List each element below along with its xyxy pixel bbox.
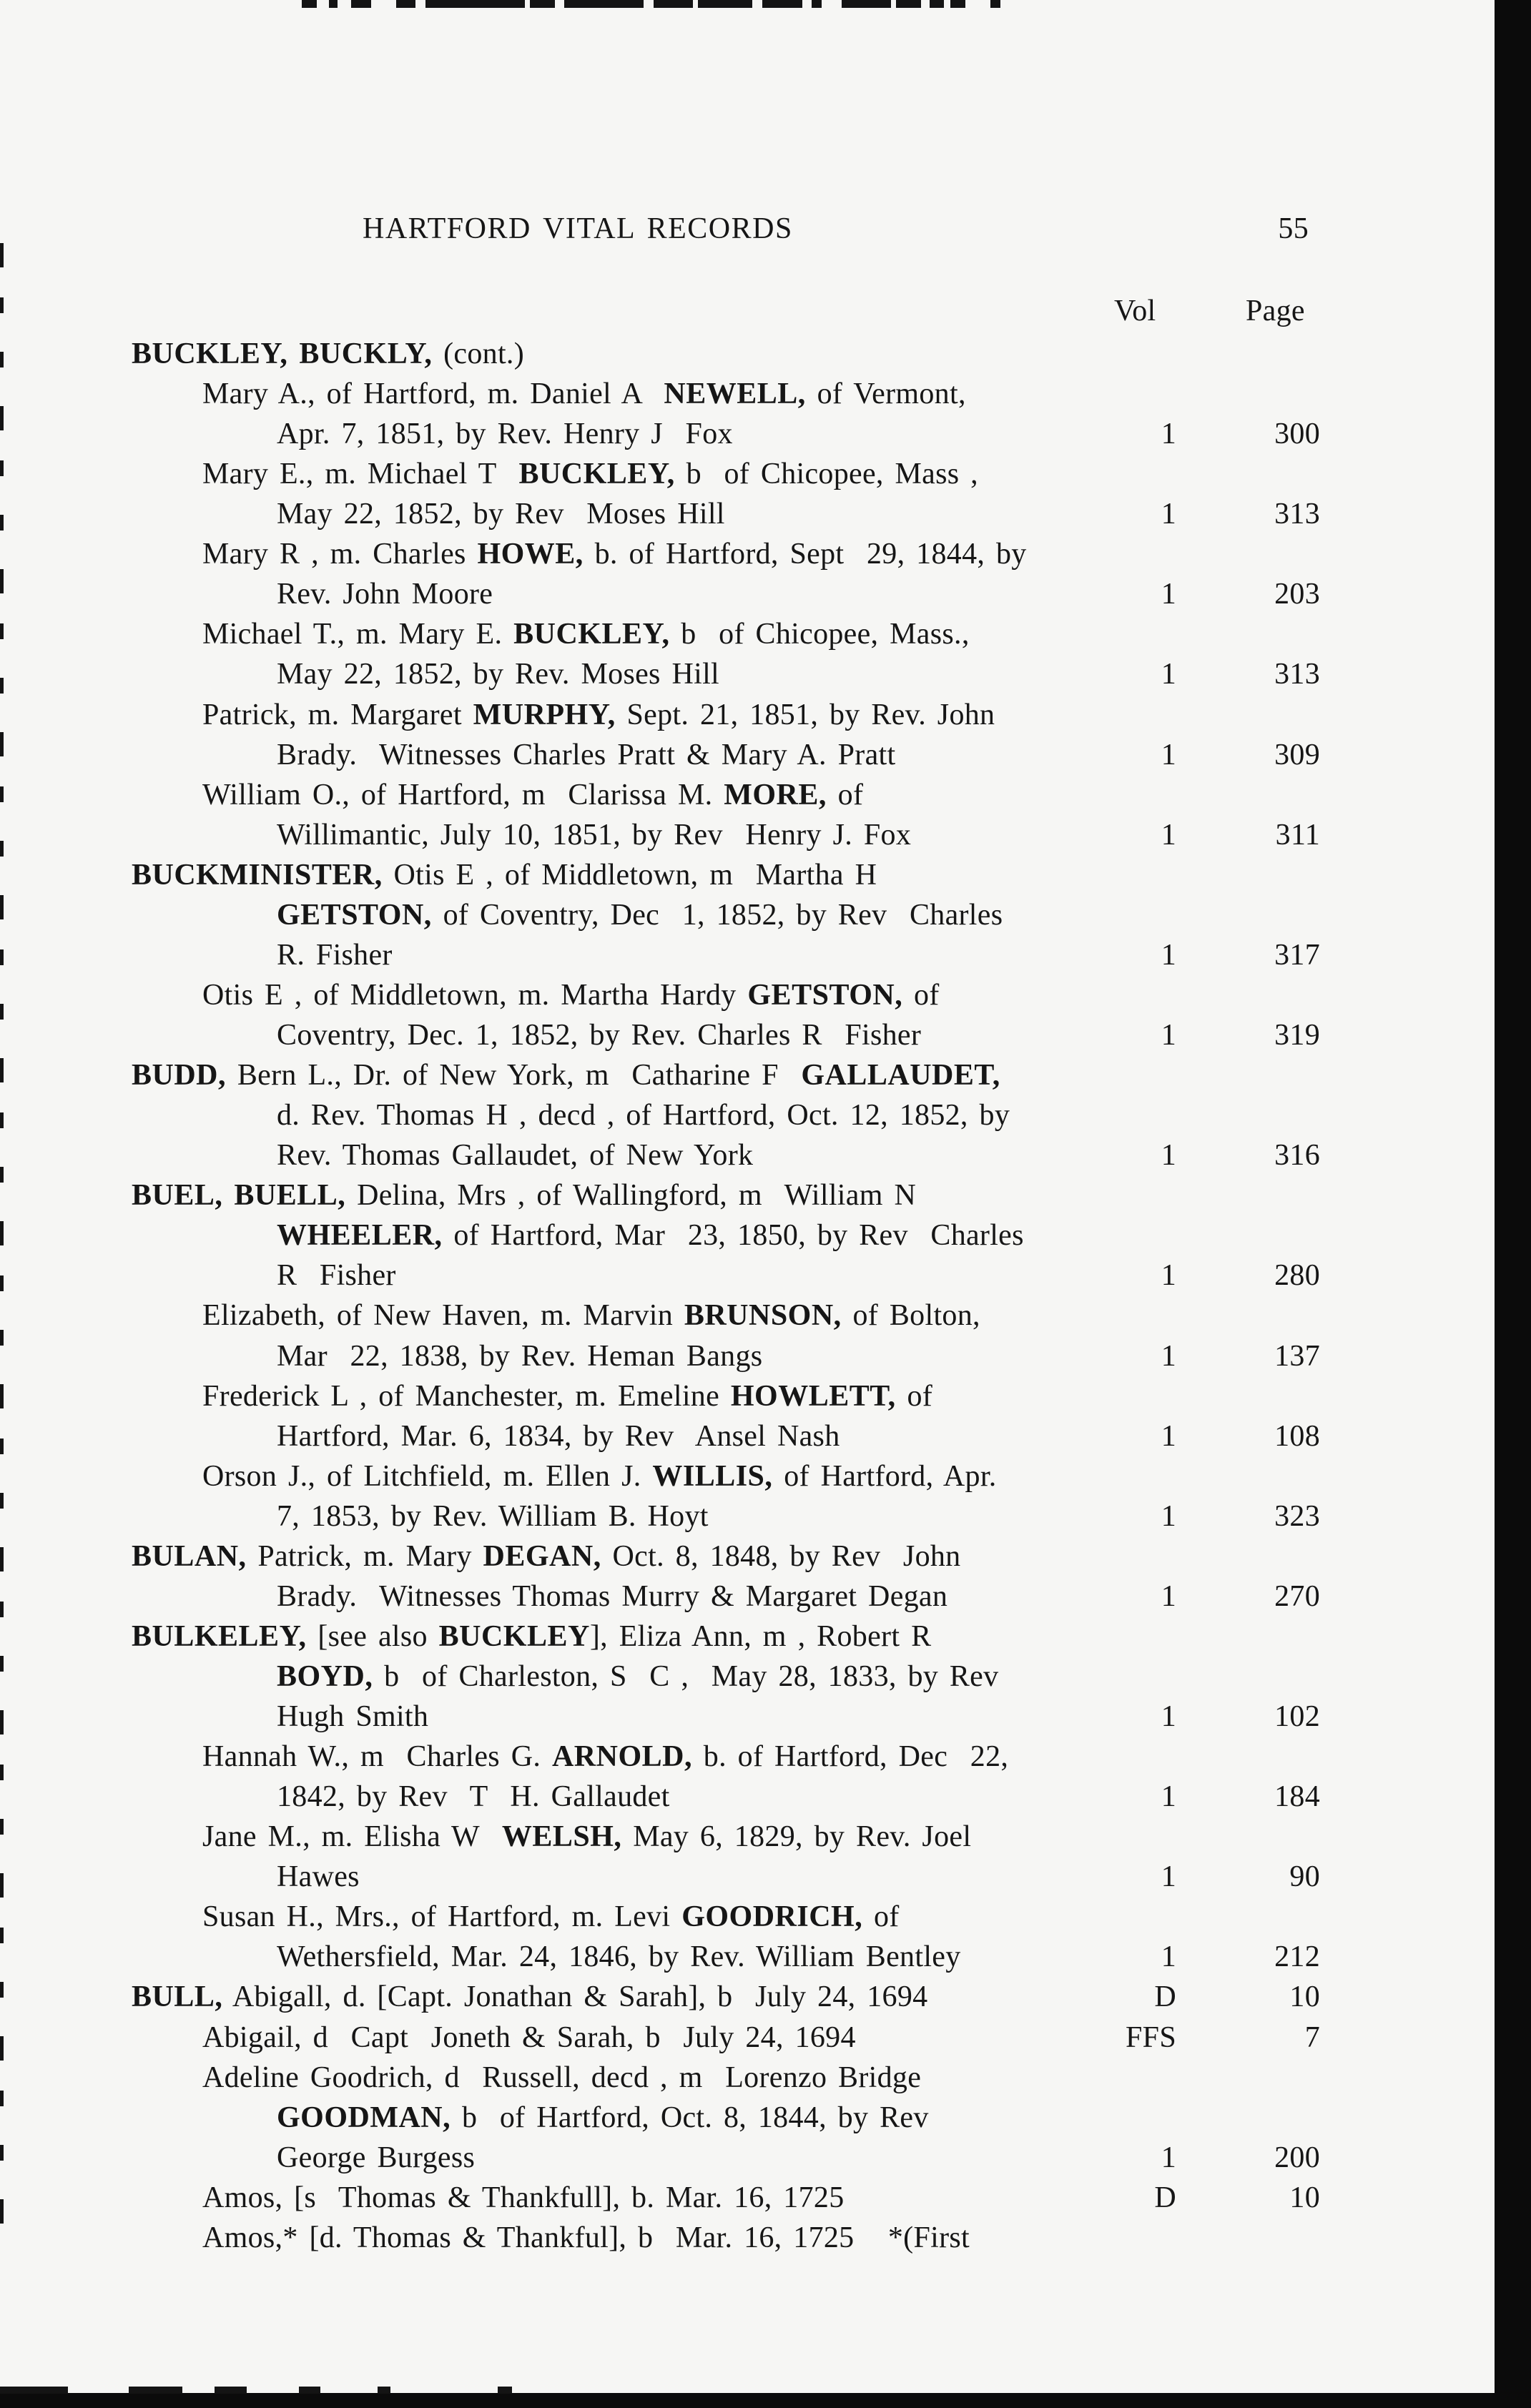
page-value: 309 xyxy=(1274,739,1320,771)
record-line xyxy=(202,1378,932,1415)
surname-text: BULKELEY, xyxy=(132,1620,307,1653)
record-line xyxy=(277,1498,709,1535)
record-text: Abigail, d Capt Joneth & Sarah, b July 24, 1694 xyxy=(202,2021,856,2054)
record-text: May 22, 1852, by Rev Moses Hill xyxy=(277,498,725,531)
record-text: Mary E., m. Michael T xyxy=(202,458,519,490)
record-line xyxy=(277,1418,840,1455)
page-value: 108 xyxy=(1274,1420,1320,1453)
surname-text: BUCKLEY, xyxy=(518,458,675,490)
record-line xyxy=(277,897,1003,934)
page-value: 319 xyxy=(1274,1019,1320,1052)
vol-value: 1 xyxy=(1161,1420,1176,1453)
record-text: of Bolton, xyxy=(841,1299,980,1332)
scan-speck xyxy=(498,2387,512,2394)
surname-text: WHEELER, xyxy=(277,1219,443,1252)
surname-text: GETSTON, xyxy=(747,979,903,1012)
record-text: Coventry, Dec. 1, 1852, by Rev. Charles R Fisher xyxy=(277,1019,922,1052)
record-text: of Coventry, Dec 1, 1852, by Rev Charles xyxy=(431,899,1003,932)
record-text: of xyxy=(902,979,940,1012)
record-text: Delina, Mrs , of Wallingford, m William N xyxy=(345,1179,917,1212)
record-line xyxy=(202,375,966,413)
record-text: d. Rev. Thomas H , decd , of Hartford, Oct. 12, 1852, by xyxy=(277,1099,1010,1132)
scan-speck xyxy=(329,0,338,8)
record-text: Sept. 21, 1851, by Rev. John xyxy=(615,699,995,731)
record-text: R. Fisher xyxy=(277,939,393,972)
record-text: R Fisher xyxy=(277,1259,396,1292)
surname-text: BUDD, xyxy=(132,1059,227,1092)
record-line xyxy=(202,536,1027,573)
scan-speck xyxy=(0,841,4,857)
scan-speck xyxy=(302,0,317,8)
record-line xyxy=(277,816,911,854)
record-text: Willimantic, July 10, 1851, by Rev Henry J. Fox xyxy=(277,819,912,852)
scan-speck xyxy=(0,1710,4,1735)
record-line xyxy=(202,2019,856,2056)
record-text: Rev. Thomas Gallaudet, of New York xyxy=(277,1139,754,1172)
scan-speck xyxy=(0,1004,4,1020)
surname-text: MORE, xyxy=(724,779,827,811)
scan-edge-bottom xyxy=(0,2393,1531,2408)
record-line xyxy=(277,1858,360,1895)
page-value: 137 xyxy=(1274,1340,1320,1373)
record-line xyxy=(277,495,725,533)
vol-value: 1 xyxy=(1161,819,1176,852)
scan-speck xyxy=(0,1058,4,1082)
scan-speck xyxy=(0,243,4,267)
scan-speck xyxy=(930,0,944,8)
scan-speck xyxy=(762,0,802,8)
page-value: 313 xyxy=(1274,498,1320,531)
record-line xyxy=(202,2179,845,2216)
scan-speck xyxy=(0,2199,4,2224)
record-text: (cont.) xyxy=(432,337,525,370)
record-line xyxy=(132,1978,927,2015)
scan-speck xyxy=(0,569,4,593)
record-line xyxy=(202,776,863,814)
record-line xyxy=(277,937,393,974)
scan-speck xyxy=(0,2091,4,2106)
scan-speck xyxy=(0,1384,4,1408)
scan-speck xyxy=(0,2036,4,2061)
record-text: b of Chicopee, Mass , xyxy=(674,458,978,490)
record-line xyxy=(202,696,995,734)
record-line xyxy=(277,1257,396,1294)
vol-value: 1 xyxy=(1161,1019,1176,1052)
record-text: Bern L., Dr. of New York, m Catharine F xyxy=(226,1059,802,1092)
vol-value: 1 xyxy=(1161,1139,1176,1172)
record-text: [see also xyxy=(306,1620,439,1653)
scan-speck xyxy=(698,0,752,8)
record-text: of xyxy=(862,1900,900,1933)
page-value: 7 xyxy=(1304,2021,1320,2054)
scan-speck xyxy=(842,0,891,8)
record-line xyxy=(277,1578,947,1615)
record-text: Patrick, m. Margaret xyxy=(202,699,473,731)
scan-speck xyxy=(0,1112,4,1128)
record-text: Patrick, m. Mary xyxy=(246,1540,483,1573)
record-line xyxy=(132,1618,931,1655)
scan-speck xyxy=(0,1275,4,1291)
scan-speck xyxy=(299,2387,320,2394)
scan-speck xyxy=(378,2387,390,2394)
scan-speck xyxy=(0,1819,4,1835)
scan-speck xyxy=(0,895,4,919)
record-line xyxy=(277,656,719,693)
page-column-header: Page xyxy=(1246,295,1305,327)
surname-text: WILLIS, xyxy=(652,1460,773,1493)
vol-value: 1 xyxy=(1161,418,1176,450)
record-text: b. of Hartford, Dec 22, xyxy=(691,1740,1009,1773)
record-text: b of Chicopee, Mass., xyxy=(669,618,970,651)
scan-speck xyxy=(0,352,4,367)
vol-value: FFS xyxy=(1126,2021,1176,2054)
page-value: 203 xyxy=(1274,578,1320,611)
scan-speck xyxy=(530,0,555,8)
record-text: Adeline Goodrich, d Russell, decd , m Lorenzo Bridge xyxy=(202,2061,922,2094)
record-text: Michael T., m. Mary E. xyxy=(202,618,514,651)
scan-speck xyxy=(0,1439,4,1454)
record-line xyxy=(132,1177,916,1214)
page-value: 317 xyxy=(1274,939,1320,972)
record-text: Otis E , of Middletown, m Martha H xyxy=(382,859,877,892)
vol-value: 1 xyxy=(1161,1940,1176,1973)
vol-value: 1 xyxy=(1161,1340,1176,1373)
vol-value: 1 xyxy=(1161,1580,1176,1613)
scan-speck xyxy=(0,515,4,531)
record-line xyxy=(132,857,877,894)
record-text: Otis E , of Middletown, m. Martha Hardy xyxy=(202,979,748,1012)
record-line xyxy=(202,616,970,653)
record-line xyxy=(132,1057,1000,1094)
record-text: of Hartford, Mar 23, 1850, by Rev Charles xyxy=(442,1219,1024,1252)
page-value: 311 xyxy=(1275,819,1320,852)
page-value: 90 xyxy=(1289,1860,1320,1893)
record-line xyxy=(202,977,940,1014)
scan-speck xyxy=(351,0,371,8)
record-text: Mar 22, 1838, by Rev. Heman Bangs xyxy=(277,1340,763,1373)
surname-text: NEWELL, xyxy=(664,378,806,410)
page-value: 280 xyxy=(1274,1259,1320,1292)
record-text: Hartford, Mar. 6, 1834, by Rev Ansel Nash xyxy=(277,1420,840,1453)
surname-text: GETSTON, xyxy=(277,899,432,932)
record-text: Brady. Witnesses Charles Pratt & Mary A. Pratt xyxy=(277,739,896,771)
record-line xyxy=(202,1738,1008,1775)
record-line xyxy=(277,1658,998,1695)
record-text: of Vermont, xyxy=(805,378,966,410)
vol-value: 1 xyxy=(1161,1500,1176,1533)
surname-text: HOWLETT, xyxy=(730,1380,896,1413)
scan-speck xyxy=(0,623,4,639)
record-text: Apr. 7, 1851, by Rev. Henry J Fox xyxy=(277,418,733,450)
record-text: Brady. Witnesses Thomas Murry & Margaret Degan xyxy=(277,1580,948,1613)
vol-value: 1 xyxy=(1161,578,1176,611)
scan-speck xyxy=(0,2145,4,2161)
scan-speck xyxy=(0,1765,4,1780)
surname-text: BULL, xyxy=(132,1980,223,2013)
record-text: of Hartford, Apr. xyxy=(772,1460,997,1493)
page-value: 10 xyxy=(1289,2181,1320,2214)
scan-speck xyxy=(0,1602,4,1617)
scan-speck xyxy=(396,0,415,8)
record-text: 1842, by Rev T H. Gallaudet xyxy=(277,1780,670,1813)
vol-value: 1 xyxy=(1161,939,1176,972)
record-text: Rev. John Moore xyxy=(277,578,493,611)
surname-text: BULAN, xyxy=(132,1540,247,1573)
scan-speck xyxy=(990,0,1000,8)
vol-value: 1 xyxy=(1161,1700,1176,1733)
scan-speck xyxy=(0,1873,4,1898)
scan-speck xyxy=(0,678,4,694)
scan-speck xyxy=(896,0,921,8)
page-value: 10 xyxy=(1289,1980,1320,2013)
record-text: Elizabeth, of New Haven, m. Marvin xyxy=(202,1299,684,1332)
page-number: 55 xyxy=(1278,212,1309,245)
record-line xyxy=(277,1698,428,1735)
surname-text: GOODMAN, xyxy=(277,2101,451,2134)
scan-speck xyxy=(0,732,4,756)
record-text: Orson J., of Litchfield, m. Ellen J. xyxy=(202,1460,653,1493)
record-text: of xyxy=(895,1380,933,1413)
surname-text: BOYD, xyxy=(277,1660,373,1693)
record-line xyxy=(132,1538,960,1575)
scan-speck xyxy=(0,2387,68,2394)
scan-speck xyxy=(950,0,965,8)
record-text: Jane M., m. Elisha W xyxy=(202,1820,502,1853)
record-text: Mary A., of Hartford, m. Daniel A xyxy=(202,378,664,410)
scan-speck xyxy=(0,1928,4,1943)
scan-speck xyxy=(0,786,4,802)
scan-speck xyxy=(215,2387,247,2394)
record-text: ], Eliza Ann, m , Robert R xyxy=(589,1620,932,1653)
record-text: 7, 1853, by Rev. William B. Hoyt xyxy=(277,1500,709,1533)
record-text: of xyxy=(826,779,864,811)
page-value: 184 xyxy=(1274,1780,1320,1813)
surname-text: HOWE, xyxy=(477,538,584,571)
vol-column-header: Vol xyxy=(1114,295,1156,327)
surname-text: GALLAUDET, xyxy=(801,1059,1000,1092)
record-text: May 6, 1829, by Rev. Joel xyxy=(621,1820,972,1853)
scan-speck xyxy=(0,1493,4,1509)
page-title: HARTFORD VITAL RECORDS xyxy=(363,212,793,245)
record-line xyxy=(132,335,524,372)
surname-text: GOODRICH, xyxy=(681,1900,863,1933)
record-text: Oct. 8, 1848, by Rev John xyxy=(601,1540,961,1573)
record-text: Hannah W., m Charles G. xyxy=(202,1740,552,1773)
record-line xyxy=(202,455,978,493)
scan-speck xyxy=(0,1330,4,1346)
surname-text: DEGAN, xyxy=(483,1540,601,1573)
record-text: b. of Hartford, Sept 29, 1844, by xyxy=(583,538,1027,571)
record-line xyxy=(277,1338,762,1375)
vol-value: D xyxy=(1154,1980,1176,2013)
page-value: 323 xyxy=(1274,1500,1320,1533)
vol-value: 1 xyxy=(1161,658,1176,691)
record-text: Susan H., Mrs., of Hartford, m. Levi xyxy=(202,1900,682,1933)
record-line xyxy=(277,1217,1024,1254)
vol-value: 1 xyxy=(1161,739,1176,771)
page-value: 102 xyxy=(1274,1700,1320,1733)
record-text: Amos,* [d. Thomas & Thankful], b Mar. 16, 1725 *(First xyxy=(202,2221,970,2254)
record-line xyxy=(277,576,493,613)
surname-text: BRUNSON, xyxy=(684,1299,842,1332)
record-line xyxy=(277,1938,961,1975)
record-line xyxy=(277,736,895,774)
surname-text: BUCKLEY xyxy=(438,1620,590,1653)
surname-text: BUCKLEY, BUCKLY, xyxy=(132,337,433,370)
vol-value: 1 xyxy=(1161,2141,1176,2174)
record-text: Hawes xyxy=(277,1860,360,1893)
record-text: George Burgess xyxy=(277,2141,476,2174)
scan-speck xyxy=(0,1221,4,1245)
scan-speck xyxy=(0,460,4,476)
scan-speck xyxy=(425,0,525,8)
record-line xyxy=(277,2099,929,2136)
scan-speck xyxy=(0,949,4,965)
record-line xyxy=(277,1097,1010,1134)
page-value: 200 xyxy=(1274,2141,1320,2174)
vol-value: D xyxy=(1154,2181,1176,2214)
page-value: 300 xyxy=(1274,418,1320,450)
record-line xyxy=(277,415,733,453)
record-text: Hugh Smith xyxy=(277,1700,429,1733)
record-line xyxy=(202,1898,900,1935)
scan-edge-right xyxy=(1495,0,1531,2408)
record-line xyxy=(202,2219,970,2256)
scan-speck xyxy=(0,297,4,313)
record-text: b of Charleston, S C , May 28, 1833, by Rev xyxy=(373,1660,999,1693)
scan-speck xyxy=(0,1167,4,1183)
scan-speck xyxy=(0,1656,4,1672)
record-text: Frederick L , of Manchester, m. Emeline xyxy=(202,1380,731,1413)
record-text: William O., of Hartford, m Clarissa M. xyxy=(202,779,724,811)
record-line xyxy=(202,1458,997,1495)
record-line xyxy=(202,1297,980,1334)
record-line xyxy=(277,2139,475,2176)
scan-speck xyxy=(129,2387,182,2394)
surname-text: MURPHY, xyxy=(473,699,616,731)
surname-text: BUEL, BUELL, xyxy=(132,1179,346,1212)
surname-text: BUCKMINISTER, xyxy=(132,859,383,892)
record-text: b of Hartford, Oct. 8, 1844, by Rev xyxy=(451,2101,929,2134)
record-text: Mary R , m. Charles xyxy=(202,538,478,571)
record-line xyxy=(277,1137,753,1174)
record-line xyxy=(277,1017,921,1054)
surname-text: WELSH, xyxy=(501,1820,622,1853)
surname-text: BUCKLEY, xyxy=(513,618,670,651)
record-line xyxy=(202,1818,971,1855)
record-text: Amos, [s Thomas & Thankfull], b. Mar. 16, 1725 xyxy=(202,2181,845,2214)
page-value: 316 xyxy=(1274,1139,1320,1172)
record-text: Abigall, d. [Capt. Jonathan & Sarah], b July 24, 1694 xyxy=(222,1980,928,2013)
vol-value: 1 xyxy=(1161,1860,1176,1893)
scan-speck xyxy=(564,0,644,8)
record-line xyxy=(202,2059,921,2096)
scan-speck xyxy=(812,0,822,8)
record-line xyxy=(277,1778,670,1815)
scan-speck xyxy=(0,406,4,430)
record-text: May 22, 1852, by Rev. Moses Hill xyxy=(277,658,720,691)
surname-text: ARNOLD, xyxy=(551,1740,692,1773)
vol-value: 1 xyxy=(1161,498,1176,531)
scan-speck xyxy=(654,0,693,8)
record-text: Wethersfield, Mar. 24, 1846, by Rev. William Bentley xyxy=(277,1940,961,1973)
page-value: 212 xyxy=(1274,1940,1320,1973)
page-value: 313 xyxy=(1274,658,1320,691)
scan-speck xyxy=(0,1547,4,1571)
scan-speck xyxy=(0,1982,4,1998)
page-value: 270 xyxy=(1274,1580,1320,1613)
vol-value: 1 xyxy=(1161,1259,1176,1292)
vol-value: 1 xyxy=(1161,1780,1176,1813)
